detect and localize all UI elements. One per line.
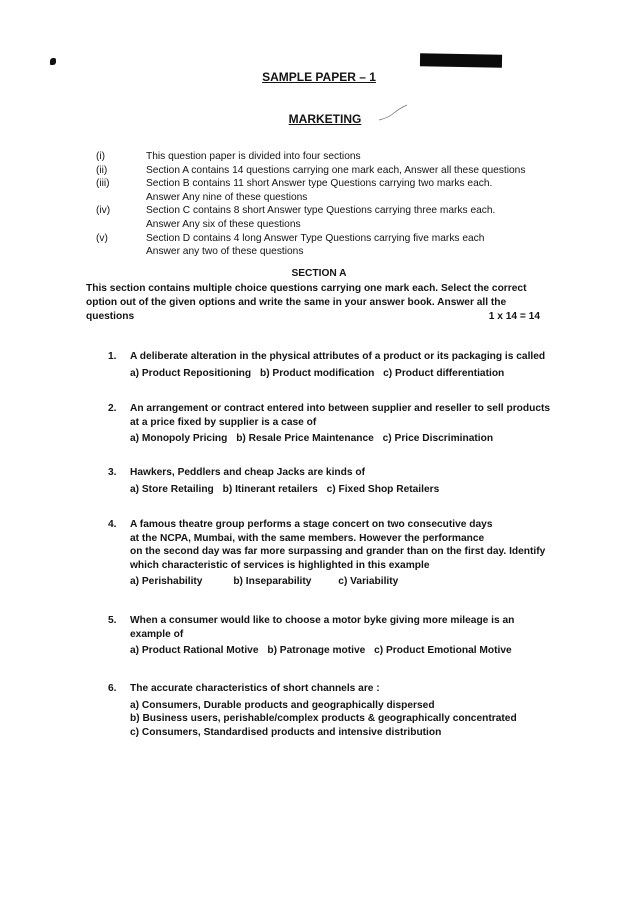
question-2: 2. An arrangement or contract entered into between supplier and reseller to sell products at a price fixed by supplier is a case of a) Monopoly Pricing b) Resale Price Maintenance c) Price Discrimination xyxy=(108,402,578,446)
instruction-continuation: Answer any two of these questions xyxy=(146,246,304,258)
instruction-item: (iv) Section C contains 8 short Answer type Questions carrying three marks each. xyxy=(96,205,496,217)
question-options: a) Consumers, Durable products and geographically dispersed b) Business users, perishable/complex products & geographically concentrated c) Consumers, Standardised products and intensive distribution xyxy=(130,699,517,738)
instruction-item: (i) This question paper is divided into four sections xyxy=(96,151,361,162)
instruction-continuation: Answer Any nine of these questions xyxy=(146,191,308,203)
section-a-heading: SECTION A xyxy=(291,268,347,279)
subject-title: MARKETING xyxy=(288,112,362,126)
question-options: a) Monopoly Pricing b) Resale Price Maintenance c) Price Discrimination xyxy=(130,433,494,445)
instruction-item: (ii) Section A contains 14 questions carrying one mark each, Answer all these questions xyxy=(96,164,526,176)
marks-total: 1 x 14 = 14 xyxy=(488,311,540,322)
redaction-bar xyxy=(420,53,502,67)
instruction-item: (v) Section D contains 4 long Answer Type Questions carrying five marks each xyxy=(96,232,485,244)
paper-title: SAMPLE PAPER – 1 xyxy=(262,70,376,84)
instructions-list xyxy=(96,150,586,259)
question-4: 4. A famous theatre group performs a stage concert on two consecutive days at the NCPA, Mumbai, with the same members. However the performance on the second day was far more surpassing and grander than on the first day. Identify which characteristic of services is highlighted in this example a) Perishability b) Inseparability c) Variability xyxy=(108,518,578,589)
question-options: a) Store Retailing b) Itinerant retailers c) Fixed Shop Retailers xyxy=(130,483,440,495)
instruction-continuation: Answer Any six of these questions xyxy=(146,218,301,230)
question-options: a) Product Rational Motive b) Patronage motive c) Product Emotional Motive xyxy=(130,645,512,657)
question-5: 5. When a consumer would like to choose a motor byke giving more mileage is an example of a) Product Rational Motive b) Patronage motive c) Product Emotional Motive xyxy=(108,614,578,658)
question-options: a) Product Repositioning b) Product modification c) Product differentiation xyxy=(130,367,505,379)
pen-scribble xyxy=(378,104,408,122)
question-options: a) Perishability b) Inseparability c) Variability xyxy=(130,576,399,588)
section-a-description: This section contains multiple choice questions carrying one mark each. Select the correct option out of the given options and write the same in your answer book. Answer all the questions 1 x 14 = 14 xyxy=(86,283,540,322)
question-3: 3. Hawkers, Peddlers and cheap Jacks are kinds of a) Store Retailing b) Itinerant retailers c) Fixed Shop Retailers xyxy=(108,466,578,496)
ink-speck xyxy=(50,58,56,65)
question-1: 1. A deliberate alteration in the physical attributes of a product or its packaging is called a) Product Repositioning b) Product modification c) Product differentiation xyxy=(108,350,578,380)
instruction-item: (iii) Section B contains 11 short Answer type Questions carrying two marks each. xyxy=(96,178,493,190)
question-6: 6. The accurate characteristics of short channels are : a) Consumers, Durable products and geographically dispersed b) Business users, perishable/complex products & geographically concentrated c) Consumers, Standardised products and intensive distribution xyxy=(108,682,578,739)
